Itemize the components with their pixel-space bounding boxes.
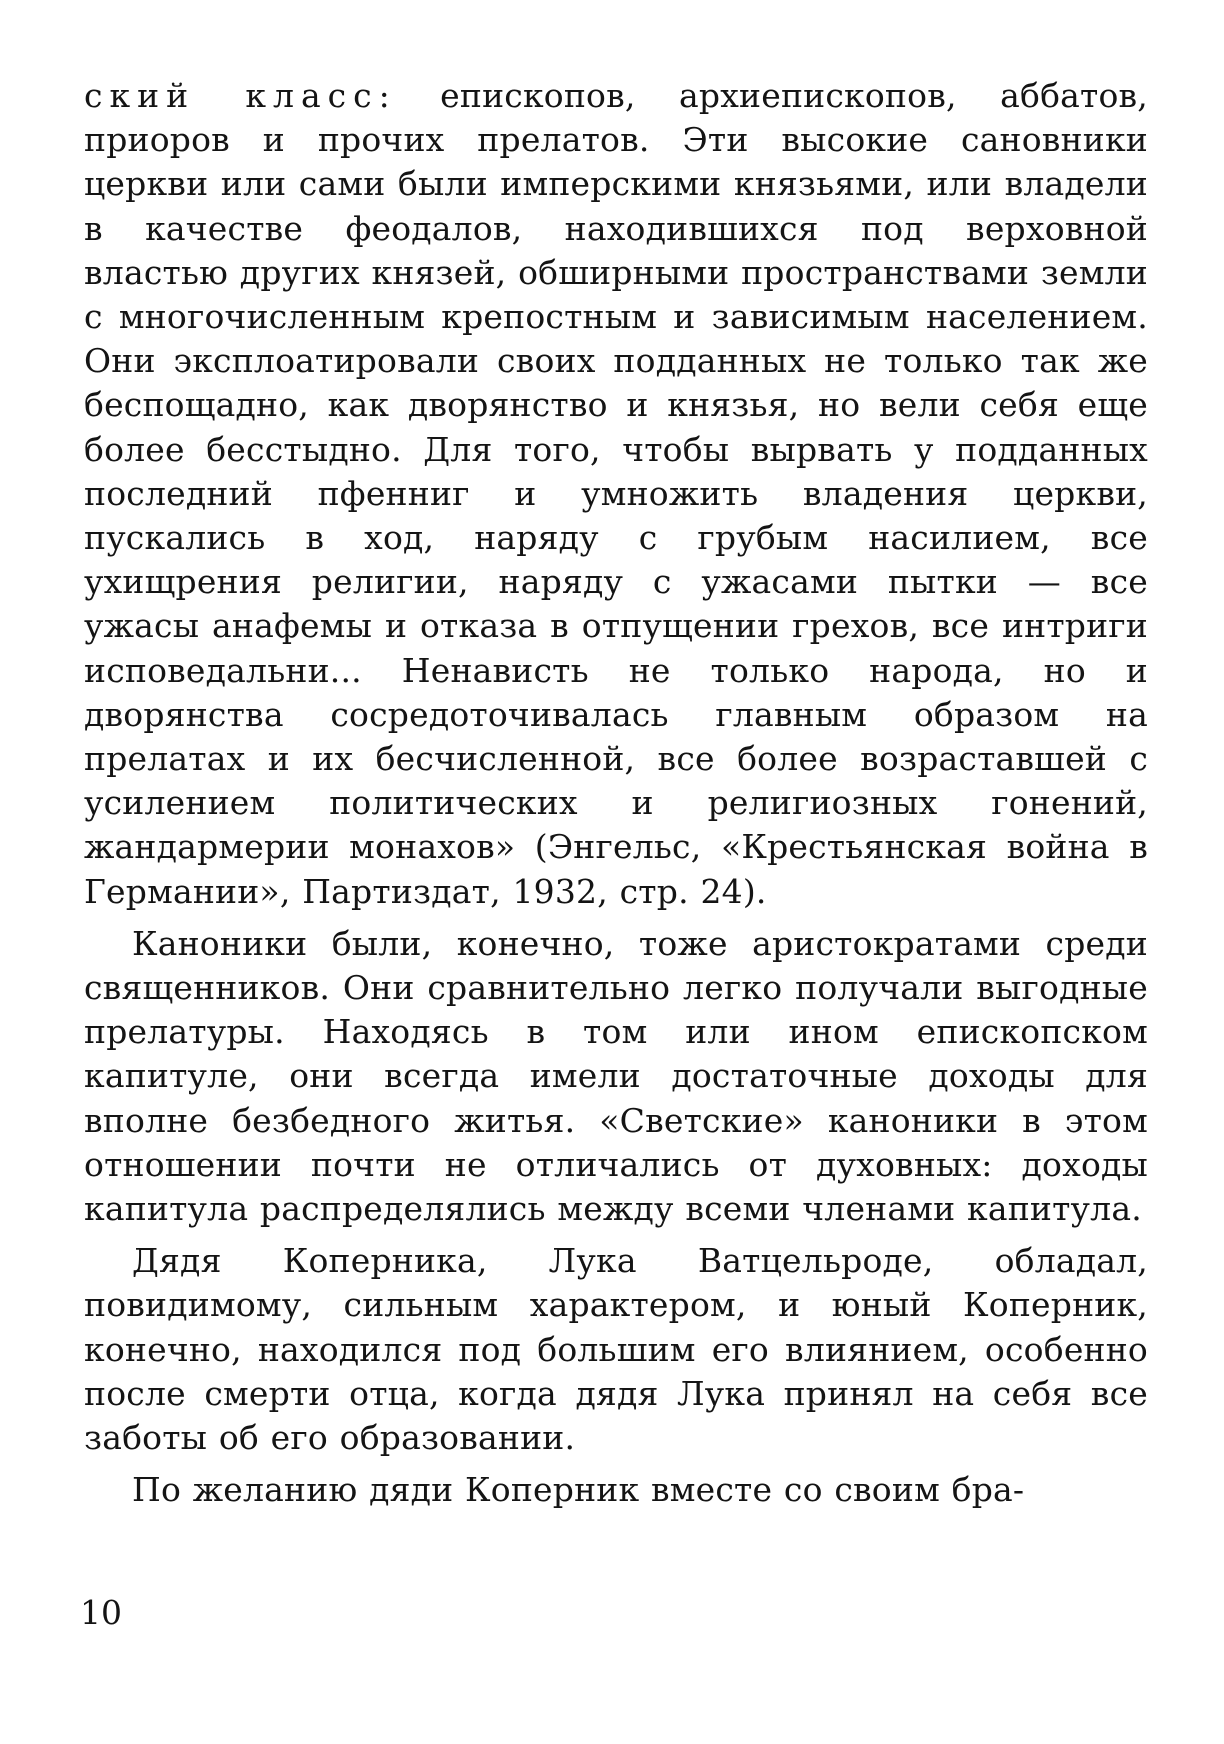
paragraph-2: Каноники были, конечно, тоже аристократами среди священников. Они сравнительно легко получали выгодные прелатуры. Находясь в том или ином епископском капитуле, они всегда имели достаточные доходы для вполне безбедного житья. «Светские» каноники в этом отношении почти не отличались от духовных: доходы капитула распределялись между всеми членами капитула.: [84, 923, 1148, 1229]
paragraph-4: По желанию дяди Коперник вместе со своим бра-: [132, 1470, 1025, 1510]
body-text: [84, 74, 1148, 1513]
paragraph-1: [84, 74, 1148, 914]
paragraph-3: Дядя Коперника, Лука Ватцельроде, обладал, повидимому, сильным характером, и юный Коперник, конечно, находился под большим его влиянием, особенно после смерти отца, когда дядя Лука принял на себя все заботы об его образовании.: [84, 1241, 1148, 1458]
page-number: 10: [80, 1593, 122, 1632]
spaced-lead-text: ский класс:: [84, 76, 397, 115]
paragraph-1-text: епископов, архиепископов, аббатов, приоров и прочих прелатов. Эти высокие сановники церкви или сами были имперскими князьями, или владели в качестве феодалов, находившихся под верховной властью других князей, обширными пространствами земли с многочисленным крепостным и зависимым населением. Они эксплоатировали своих подданных не только так же беспощадно, как дворянство и князья, но вели себя еще более бесстыдно. Для того, чтобы вырвать у подданных последний пфенниг и умножить владения церкви, пускались в ход, наряду с грубым насилием, все ухищрения религии, наряду с ужасами пытки — все ужасы анафемы и отказа в отпущении грехов, все интриги исповедальни... Ненависть не только народа, но и дворянства сосредоточивалась главным образом на прелатах и их бесчисленной, все более возраставшей с усилением политических и религиозных гонений, жандармерии монахов» (Энгельс, «Крестьянская война в Германии», Партиздат, 1932, стр. 24).: [84, 76, 1148, 911]
